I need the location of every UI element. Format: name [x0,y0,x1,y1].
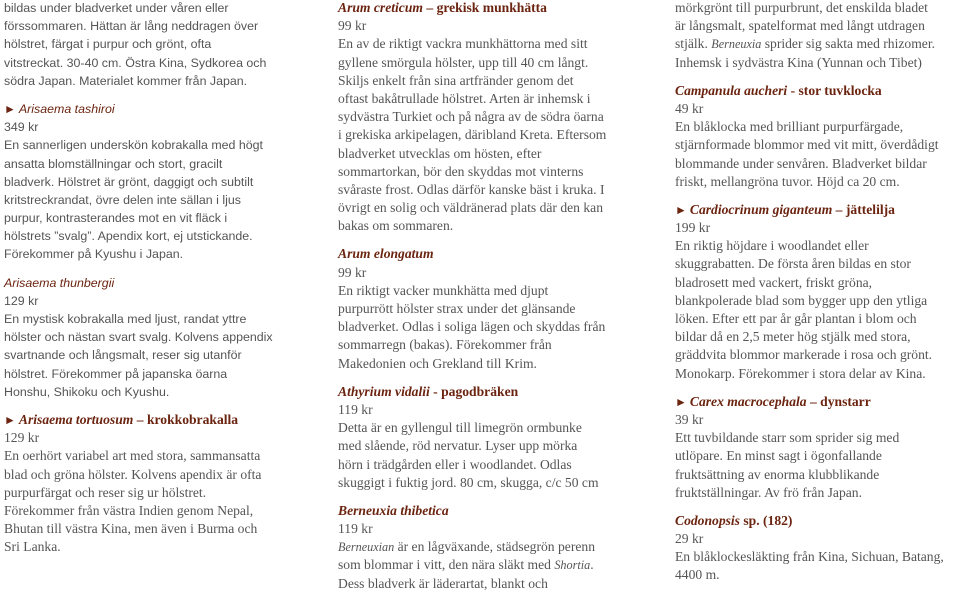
text: . [590,557,594,573]
text: gyllene smörgula hölster, upp till 40 cm långt. [338,54,589,70]
arrow-icon: ► [4,101,16,116]
text-line [675,310,957,328]
italic-name: Berneuxian [338,540,395,555]
text-line [675,35,957,53]
text-line [675,255,957,273]
plant-heading [4,411,304,429]
text-line [675,466,957,484]
text: purpurrött hölster strax under det glänsande [338,301,576,316]
text: Inhemsk i sydvästra Kina (Yunnan och Tibet) [675,54,922,70]
text-line [675,118,957,136]
text: sommartorkan, bör den skyddas mot vinterns [338,163,584,179]
price: 99 kr [338,264,367,280]
text: Dess bladverk är läderartat, blankt och [338,575,548,591]
plant-name: Cardiocrinum giganteum [689,201,833,217]
text: 4400 m. [675,567,720,583]
text-line [338,419,634,437]
continued-text [4,0,304,90]
plant-heading [338,502,634,520]
text-line [338,318,634,336]
text-line [4,502,304,520]
text-line [4,447,304,465]
text: skuggigt i fuktig jord. 80 cm, skugga, c/c 50 cm [338,474,599,490]
text-line [675,365,957,383]
price: 119 kr [338,401,373,417]
block-gap [338,492,634,502]
text: hölstrets ”svalg”. Apendix kort, ej utstickande. [4,229,253,244]
block-gap [675,72,957,82]
text-line [338,282,634,300]
text: vitstreckat. 30-40 cm. Östra Kina, Sydkorea och [4,55,267,70]
text: En mystisk kobrakalla med ljust, randat yttre [4,312,247,326]
arrow-icon: ► [675,394,687,409]
plant-name: Athyrium vidalii [338,383,430,399]
plant-entry [675,82,957,191]
text: fruktsättning av enorma klubblikande [675,466,880,482]
text: Förekommer på Kyushu i Japan. [4,247,184,262]
text-line [338,54,634,72]
text-line [4,155,304,173]
text: bildas under bladverket under våren eller [4,1,229,15]
text: stjälk. [675,36,712,52]
italic-name: Shortia [554,558,591,573]
text-line [4,0,304,17]
plant-entry [338,383,634,492]
text: som blommar i vitt, den nära släkt med [338,557,555,573]
text: En riktig höjdare i woodlandet eller [675,238,869,254]
text-line [338,126,634,144]
text: fruktställningar. Av frö från Japan. [675,484,862,500]
text: Monokarp. Förekommer i stora delar av Kina. [675,365,926,381]
text-line [675,548,957,566]
text: hörn i trädgården eller i woodlandet. Odlas [338,456,572,472]
price: 129 kr [4,430,40,446]
text-line [4,54,304,72]
text: En blåklockesläkting från Kina, Sichuan, Batang, [675,549,944,565]
text: förssommaren. Hättan är lång neddragen över [4,19,259,34]
plant-entry [675,201,957,383]
text-line [338,437,634,455]
text: bladrosett med vackert, friskt gröna, [675,274,873,290]
plant-common-name: - stor tuvklocka [787,82,882,98]
text-line [338,300,634,318]
text-line [4,346,304,364]
plant-name: Campanula aucheri [675,82,788,98]
text-line [338,72,634,90]
text-line [338,556,634,574]
text: hölstret. Förekommer på japanska öarna [4,366,228,381]
plant-heading [338,245,634,263]
text: Förekommer från västra Indien genom Nepal, [4,502,254,518]
text: skuggrabatten. De första åren bildas en stor [675,256,911,272]
text-line [4,383,304,401]
text-line [675,54,957,72]
plant-heading [675,82,957,100]
text: Bhutan till västra Kina, men även i Burma och [4,521,258,537]
plant-entry [338,0,634,235]
text-line [4,209,304,227]
text-line [675,429,957,447]
text-line [338,108,634,126]
text: hölstret, färgat i purpur och grönt, ofta [4,37,212,52]
text-line [4,227,304,245]
text-line [4,365,304,383]
price: 199 kr [675,220,711,236]
plant-entry [4,411,304,557]
text-line [338,355,634,373]
block-gap [4,90,304,100]
plant-name: Arum creticum [338,0,423,15]
text-line [675,328,957,346]
text: bladverk. Hölstret är grönt, daggigt och subtilt [4,174,254,189]
plant-entry [675,512,957,585]
block-gap [338,373,634,383]
plant-heading [338,383,634,401]
plant-heading [4,274,304,292]
text-line [4,173,304,191]
text: med slående, röd nervatur. Lyser upp mörka [338,438,578,454]
text: bakas om sommaren. [338,218,454,234]
text: övrigt en solig och väldränerad plats där den kan [338,200,603,216]
block-gap [675,383,957,393]
text-line [338,163,634,181]
text: oftast bakåtrullade hölstret. Arten är inhemsk i [338,90,591,106]
plant-entry [675,393,957,502]
text-line [338,474,634,492]
text-line [338,456,634,474]
text-line [4,191,304,209]
text: purpur, kontrasterandes mot en vit fläck i [4,211,228,226]
text-line [4,136,304,154]
text: En av de riktigt vackra munkhättorna med sitt [338,36,588,52]
text: sommarregn (bakas). Förekommer från [338,337,552,353]
text: En sannerligen underskön kobrakalla med högt [4,138,263,153]
text-line [338,336,634,354]
text: En blåklocka med brilliant purpurfärgade, [675,119,904,135]
text: Detta är en gyllengul till limegrön ormbunke [338,420,582,436]
text-line [675,484,957,502]
text: är långsmalt, spatelformat med långt utdragen [675,18,925,34]
plant-common-name: – krokkobrakalla [133,411,239,427]
text-line [675,155,957,173]
text-line [4,538,304,556]
text-line [4,72,304,90]
text: Ett tuvbildande starr som sprider sig med [675,430,900,446]
text-line [338,217,634,235]
text-line [675,237,957,255]
text-line [675,0,957,17]
text-line [675,17,957,35]
plant-heading [4,100,304,118]
text-line [338,181,634,199]
text: sprider sig sakta med rhizomer. [761,36,935,52]
text: Honshu, Shikoku och Kyushu. [4,384,170,399]
text: En oerhört variabel art med stora, sammansatta [4,448,261,464]
plant-heading [675,512,957,530]
text-line [675,136,957,154]
plant-common-name: – grekisk munkhätta [422,0,547,15]
text: bildar då en 2,5 meter hög stjälk med stora, [675,329,911,345]
text: blankpolerade blad som bygger upp den ytliga [675,292,928,308]
text-line [675,274,957,292]
plant-name: Codonopsis [675,512,740,528]
text-line [4,310,304,328]
text-line [675,292,957,310]
plant-name: Arisaema tortuosum [18,411,134,427]
text-line [4,466,304,484]
price: 119 kr [338,521,373,537]
text-line [675,447,957,465]
block-gap [675,191,957,201]
text: En riktigt vacker munkhätta med djupt [338,282,549,298]
text: utlöpare. En minst sagt i ögonfallande [675,448,882,464]
price: 349 kr [4,120,39,135]
text: i grekiska arkipelagen, däribland Kreta. Eftersom [338,127,607,143]
block-gap [4,264,304,274]
plant-common-name: – jättelilja [832,201,895,217]
text-line [338,199,634,217]
text: Sri Lanka. [4,539,61,555]
block-gap [675,502,957,512]
plant-entry [338,245,634,372]
plant-entry [338,502,634,593]
text-line [338,538,634,556]
plant-name: Arisaema tashiroi [18,101,115,116]
text: bladverket utvecklas om hösten, efter [338,145,542,161]
text: sydvästra Turkiet och på några av de södra öarna [338,109,604,125]
plant-name: Berneuxia thibetica [338,502,449,518]
price: 99 kr [338,18,367,34]
plant-name: Carex macrocephala [689,393,807,409]
text-line [338,35,634,53]
text-line [338,90,634,108]
text: ansatta blomställningar och stort, gracilt [4,156,223,171]
text: blad och gröna hölster. Kolvens apendix är ofta [4,466,262,482]
plant-heading [675,201,957,219]
price: 49 kr [675,100,704,116]
price: 129 kr [4,293,39,308]
text-line [4,17,304,35]
text: svåraste frost. Odlas därför kanske bäst i kruka. I [338,181,605,197]
column-1 [4,0,304,556]
block-gap [338,235,634,245]
text: kritstreckrandat, övre delen inte sällan i ljus [4,192,241,207]
price: 29 kr [675,531,704,547]
text: Makedonien och Grekland till Krim. [338,355,537,371]
text: Skiljs enkelt från sina artfränder genom det [338,72,574,88]
column-2 [338,0,634,593]
text: blommande under senvåren. Bladverket bildar [675,155,927,171]
price: 39 kr [675,411,704,427]
text-line [338,575,634,593]
text: purpurfärgat och reser sig ur hölstret. [4,484,207,500]
text-line [338,145,634,163]
column-3 [675,0,957,585]
plant-name: Arisaema thunbergii [4,275,115,290]
text: friskt, mellangröna tuvor. Höjd ca 20 cm. [675,173,900,189]
text: bladverket. Odlas i soliga lägen och skyddas från [338,319,606,335]
text: gräddvita blommor markerade i rosa och grönt. [675,347,933,363]
plant-entry [4,274,304,401]
plant-name: Arum elongatum [338,246,434,262]
italic-name: Berneuxia [711,37,762,52]
plant-common-name: - pagodbräken [429,383,519,399]
text-line [4,484,304,502]
continued-text [675,0,957,72]
text-line [675,346,957,364]
text: stjärnformade blommor med vit mitt, överdådigt [675,137,939,153]
text-line [4,35,304,53]
text: är en lågväxande, städsegrön perenn [394,539,595,555]
text-line [675,173,957,191]
arrow-icon: ► [675,202,687,217]
plant-heading [338,0,634,17]
text-line [4,245,304,263]
plant-heading [675,393,957,411]
text-line [4,328,304,346]
text: södra Japan. Materialet kommer från Japan. [4,73,248,88]
text: mörkgrönt till purpurbrunt, det enskilda bladet [675,0,928,15]
text: hölster och nästan svart svalg. Kolvens appendix [4,330,273,345]
text: löken. Efter ett par år går plantan i blom och [675,311,917,326]
plant-entry [4,100,304,264]
arrow-icon: ► [4,412,16,427]
text-line [4,520,304,538]
plant-common-name: sp. (182) [739,512,793,528]
text: svartnande och långsmalt, reser sig utanför [4,348,242,363]
plant-common-name: – dynstarr [806,393,871,409]
block-gap [4,401,304,411]
